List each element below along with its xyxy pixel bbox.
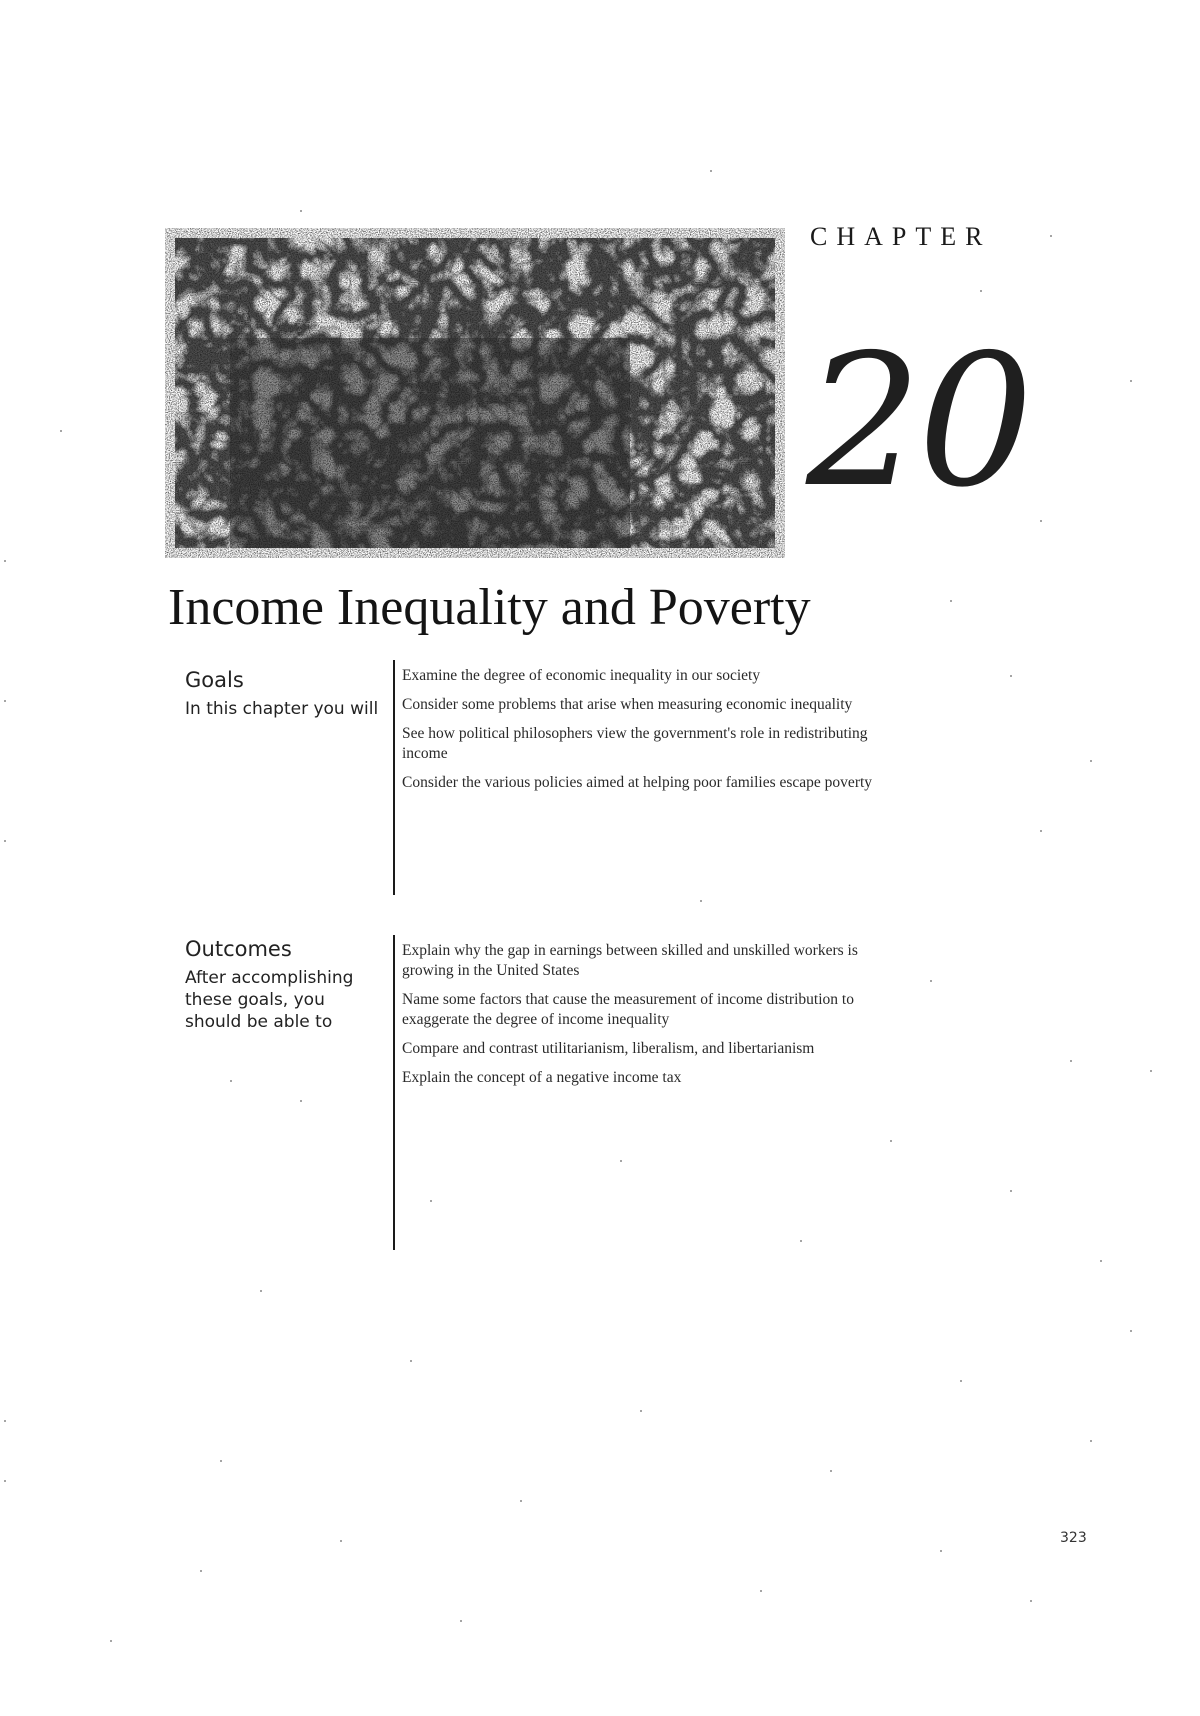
outcome-item: Compare and contrast utilitarianism, liberalism, and libertarianism xyxy=(402,1040,815,1057)
outcomes-heading: Outcomes xyxy=(185,937,292,961)
outcomes-subheading: After accomplishing these goals, you should be able to xyxy=(185,968,354,1032)
outcomes-sidebar xyxy=(185,937,385,1033)
goal-item: Examine the degree of economic inequality in our society xyxy=(402,667,761,684)
chapter-label: CHAPTER xyxy=(810,222,992,251)
goals-heading: Goals xyxy=(185,668,244,692)
goal-item: Consider the various policies aimed at helping poor families escape poverty xyxy=(402,774,873,791)
goals-divider xyxy=(393,660,395,895)
goals-subheading: In this chapter you will xyxy=(185,699,379,719)
outcomes-list xyxy=(402,941,902,1097)
chapter-number: 20 xyxy=(806,315,1030,527)
outcome-item: Explain why the gap in earnings between skilled and unskilled workers is growing in the United States xyxy=(402,942,858,979)
goal-item: Consider some problems that arise when measuring economic inequality xyxy=(402,696,853,713)
outcomes-divider xyxy=(393,935,395,1250)
goal-item: See how political philosophers view the government's role in redistributing income xyxy=(402,725,868,762)
goals-sidebar xyxy=(185,668,385,720)
outcome-item: Name some factors that cause the measurement of income distribution to exaggerate the degree of income inequality xyxy=(402,991,854,1028)
goals-list xyxy=(402,666,902,802)
chapter-title: Income Inequality and Poverty xyxy=(168,579,811,636)
page-number: 323 xyxy=(1060,1530,1087,1546)
outcome-item: Explain the concept of a negative income tax xyxy=(402,1069,682,1086)
chapter-opener-photo xyxy=(165,228,785,558)
